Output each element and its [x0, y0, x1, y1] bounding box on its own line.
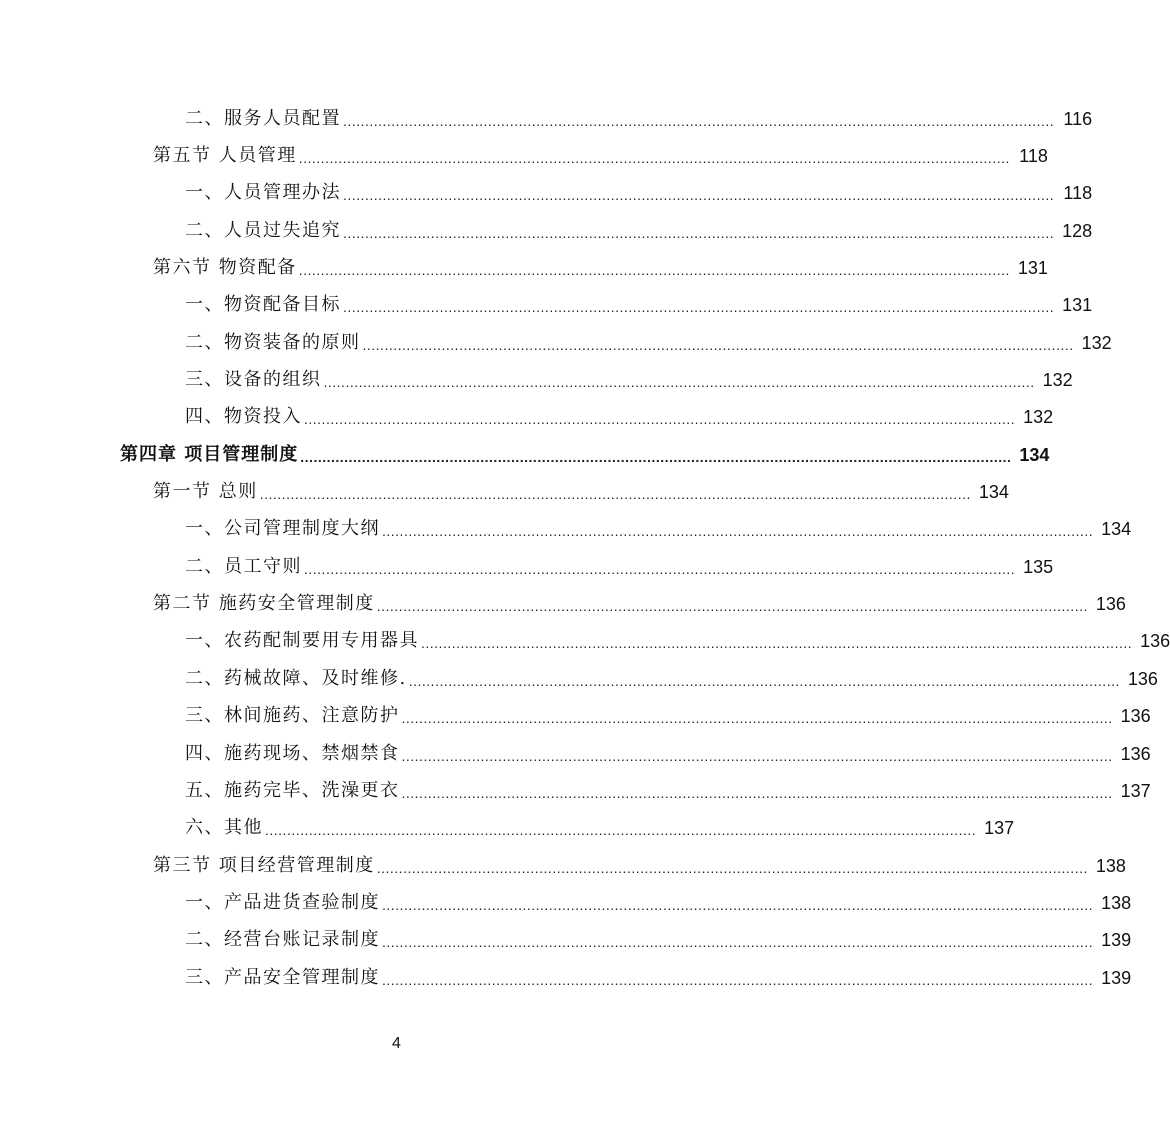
toc-entry-title: 第五节 人员管理: [153, 145, 297, 167]
toc-entry[interactable]: [0, 361, 1073, 398]
toc-entry-page: 138: [1101, 892, 1132, 913]
toc-entry-page: 138: [1095, 855, 1126, 876]
toc-chapter-page: 134: [1019, 444, 1050, 465]
toc-entry-title: 一、物资配备目标: [185, 294, 341, 316]
toc-entry[interactable]: [0, 324, 1112, 361]
toc-entry[interactable]: [0, 473, 1009, 510]
toc-chapter-title: 第四章 项目管理制度: [120, 443, 299, 465]
toc-entry[interactable]: [0, 249, 1048, 286]
toc-leader-dots: ..................................................................................................................................................................: [304, 411, 1016, 428]
toc-entry-page: 136: [1095, 594, 1126, 615]
toc-leader-dots: ..................................................................................................................................................................: [401, 747, 1113, 764]
table-of-contents: [0, 100, 1170, 996]
toc-entry-title: 五、施药完毕、洗澡更衣: [185, 779, 400, 801]
toc-leader-dots: ..................................................................................................................................................................: [401, 710, 1113, 727]
toc-entry-title: 二、员工守则: [185, 555, 302, 577]
toc-entry-page: 136: [1120, 743, 1151, 764]
toc-entry-title: 一、农药配制要用专用器具: [185, 630, 419, 652]
toc-entry-page: 136: [1140, 631, 1170, 652]
toc-entry[interactable]: [0, 623, 1170, 660]
toc-entry[interactable]: [0, 922, 1132, 959]
toc-leader-dots: ..................................................................................................................................................................: [376, 859, 1088, 876]
page-number: 4: [392, 1035, 401, 1052]
toc-entry-page: 116: [1063, 108, 1093, 129]
toc-leader-dots: ..................................................................................................................................................................: [343, 112, 1055, 129]
toc-leader-dots: ..................................................................................................................................................................: [259, 486, 971, 503]
toc-entry-page: 134: [1101, 519, 1132, 540]
toc-entry-title: 二、人员过失追究: [185, 219, 341, 241]
toc-entry-page: 137: [1120, 780, 1151, 801]
toc-leader-dots: ..................................................................................................................................................................: [343, 187, 1055, 204]
toc-entry[interactable]: [0, 137, 1048, 174]
toc-entry-page: 128: [1062, 220, 1093, 241]
toc-entry[interactable]: [0, 212, 1093, 249]
toc-leader-dots: ..................................................................................................................................................................: [382, 934, 1094, 951]
toc-entry[interactable]: [0, 698, 1151, 735]
toc-entry-title: 一、人员管理办法: [185, 182, 341, 204]
toc-entry[interactable]: [0, 847, 1126, 884]
toc-leader-dots: ..................................................................................................................................................................: [382, 971, 1094, 988]
toc-leader-dots: ..................................................................................................................................................................: [343, 299, 1055, 316]
toc-leader-dots: ..................................................................................................................................................................: [304, 560, 1016, 577]
toc-entry[interactable]: [0, 100, 1093, 137]
toc-entry-page: 131: [1062, 295, 1093, 316]
toc-leader-dots: ..................................................................................................................................................................: [298, 150, 1010, 167]
toc-entry-page: 132: [1081, 332, 1112, 353]
toc-entry-title: 第一节 总则: [153, 481, 258, 503]
toc-leader-dots: ..................................................................................................................................................................: [401, 784, 1113, 801]
toc-entry-page: 136: [1120, 706, 1151, 727]
toc-leader-dots: ..................................................................................................................................................................: [376, 598, 1088, 615]
toc-leader-dots: ..................................................................................................................................................................: [265, 822, 977, 839]
toc-entry-title: 二、服务人员配置: [185, 107, 341, 129]
toc-entry[interactable]: [0, 287, 1093, 324]
toc-entry-title: 四、物资投入: [185, 406, 302, 428]
toc-leader-dots: ..................................................................................................................................................................: [323, 374, 1035, 391]
toc-entry-page: 132: [1042, 370, 1073, 391]
toc-entry-title: 三、林间施药、注意防护: [185, 705, 400, 727]
toc-entry[interactable]: [0, 399, 1054, 436]
toc-entry-title: 六、其他: [185, 817, 263, 839]
toc-entry-title: 一、产品进货查验制度: [185, 891, 380, 913]
toc-entry-title: 三、产品安全管理制度: [185, 966, 380, 988]
toc-leader-dots: ..................................................................................................................................................................: [408, 672, 1120, 689]
toc-entry-page: 134: [978, 482, 1009, 503]
toc-leader-dots: ..................................................................................................................................................................: [343, 224, 1055, 241]
toc-entry-title: 第二节 施药安全管理制度: [153, 593, 375, 615]
toc-entry-title: 二、物资装备的原则: [185, 331, 361, 353]
toc-leader-dots: ..................................................................................................................................................................: [421, 635, 1133, 652]
toc-entry[interactable]: [0, 175, 1093, 212]
toc-entry-page: 131: [1017, 258, 1048, 279]
toc-entry[interactable]: [0, 959, 1132, 996]
toc-entry[interactable]: [0, 660, 1158, 697]
toc-entry-page: 136: [1127, 668, 1158, 689]
toc-entry-page: 137: [984, 818, 1015, 839]
toc-entry-title: 第六节 物资配备: [153, 257, 297, 279]
toc-chapter-entry[interactable]: [0, 436, 1050, 473]
toc-leader-dots: ..................................................................................................................................................................: [298, 262, 1010, 279]
toc-entry-title: 二、药械故障、及时维修.: [185, 667, 407, 689]
toc-entry[interactable]: [0, 735, 1151, 772]
toc-entry-title: 一、公司管理制度大纲: [185, 518, 380, 540]
toc-entry-title: 四、施药现场、禁烟禁食: [185, 742, 400, 764]
toc-leader-dots: ..................................................................................................................................................................: [382, 896, 1094, 913]
toc-entry[interactable]: [0, 810, 1015, 847]
toc-entry[interactable]: [0, 511, 1132, 548]
toc-entry[interactable]: [0, 548, 1054, 585]
toc-entry-title: 三、设备的组织: [185, 369, 322, 391]
toc-entry[interactable]: [0, 772, 1151, 809]
toc-entry-page: 132: [1023, 407, 1054, 428]
toc-leader-dots: ..................................................................................................................................................................: [300, 448, 1012, 465]
toc-leader-dots: ..................................................................................................................................................................: [382, 523, 1094, 540]
toc-entry-page: 118: [1063, 183, 1093, 204]
toc-entry-page: 139: [1101, 967, 1132, 988]
toc-entry-title: 第三节 项目经营管理制度: [153, 854, 375, 876]
toc-entry[interactable]: [0, 585, 1126, 622]
toc-entry-title: 二、经营台账记录制度: [185, 929, 380, 951]
toc-entry-page: 118: [1019, 146, 1048, 167]
toc-entry[interactable]: [0, 884, 1132, 921]
toc-entry-page: 139: [1101, 930, 1132, 951]
toc-leader-dots: ..................................................................................................................................................................: [362, 336, 1074, 353]
toc-entry-page: 135: [1023, 556, 1054, 577]
